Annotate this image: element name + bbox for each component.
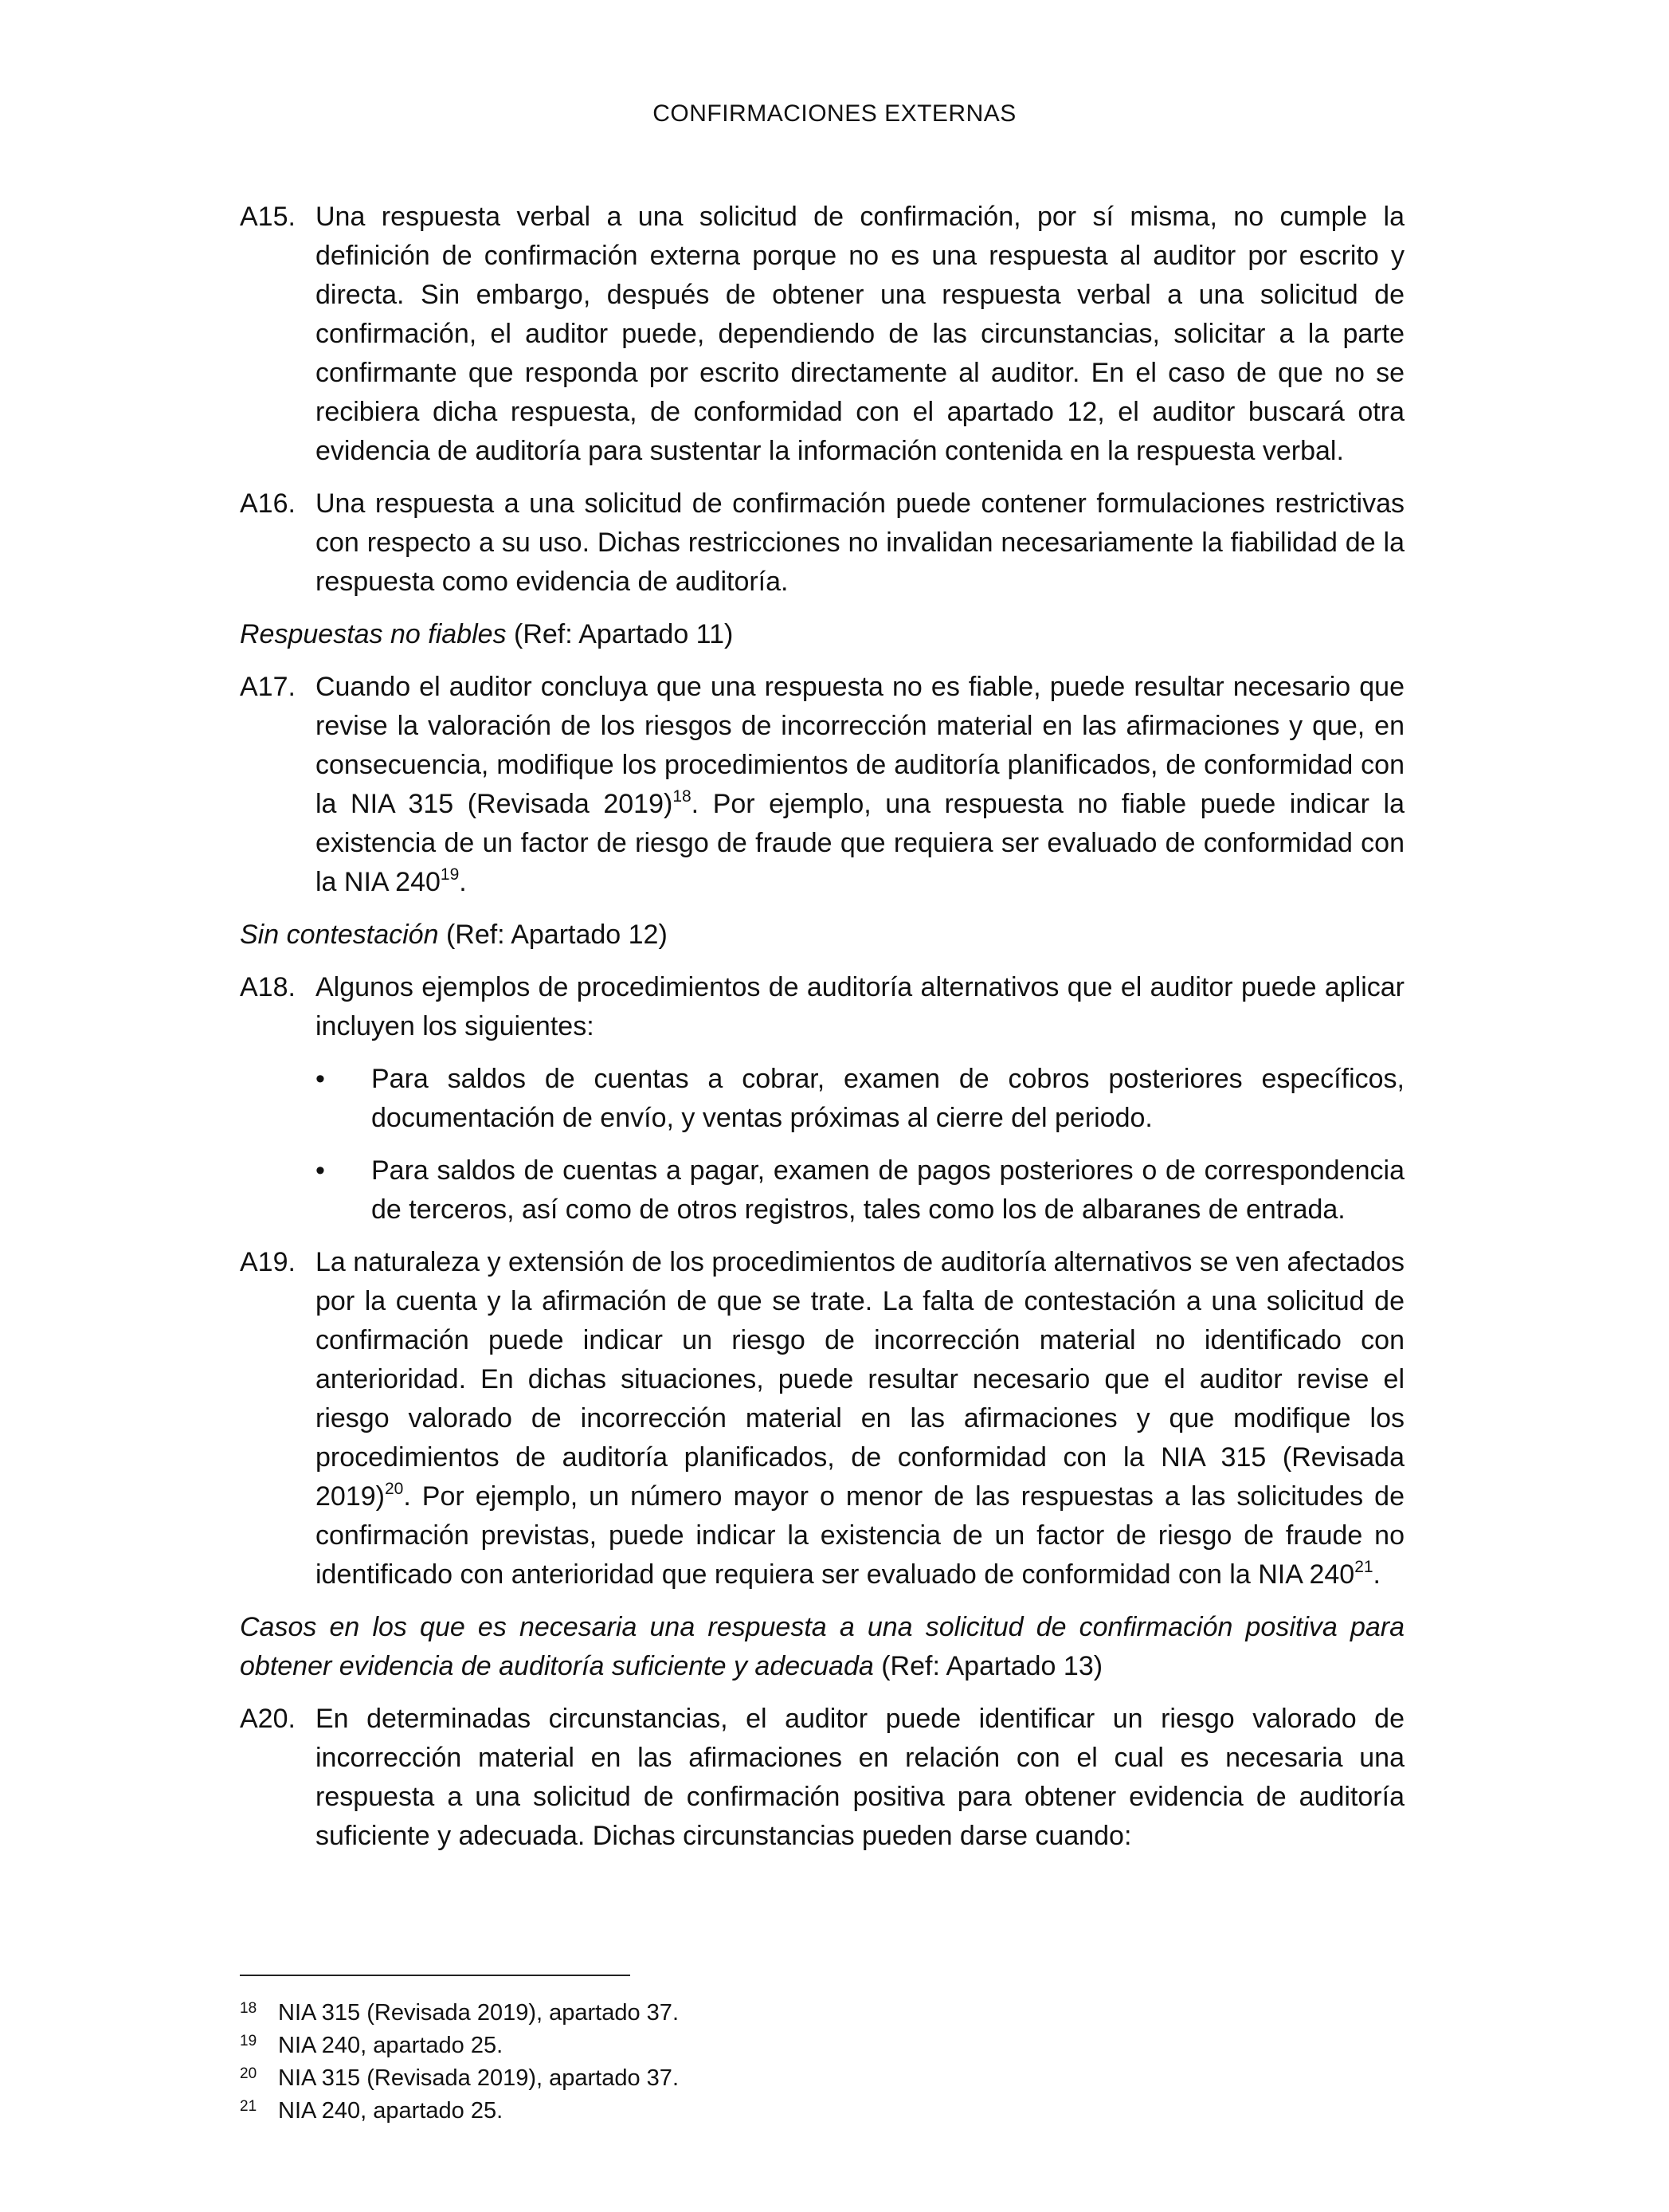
bullet-list <box>315 1060 1405 1230</box>
footnote-ref[interactable]: 18 <box>672 787 691 806</box>
footnote-ref[interactable]: 19 <box>440 865 460 884</box>
document-body <box>240 198 1405 1869</box>
bullet-icon: • <box>315 1155 325 1186</box>
heading-reference: (Ref: Apartado 12) <box>438 920 668 950</box>
text-segment: . Por ejemplo, un número mayor o menor de las respuestas a las solicitudes de confirmación previstas, puede indicar la existencia de un factor de riesgo de fraude no identificado con anterioridad que requiera ser evaluado de conformidad con la NIA 240 <box>315 1481 1405 1590</box>
footnote-text: NIA 240, apartado 25. <box>278 2033 503 2058</box>
heading-reference: (Ref: Apartado 11) <box>506 619 734 649</box>
paragraph-text: Algunos ejemplos de procedimientos de auditoría alternativos que el auditor puede aplicar incluyen los siguientes: <box>315 972 1405 1041</box>
paragraph-a19 <box>240 1243 1405 1594</box>
text-segment: . Por ejemplo, una respuesta no fiable puede indicar la existencia de un factor de riesgo de fraude que requiera ser evaluado de conformidad con la NIA 240 <box>315 789 1405 897</box>
heading-reference: (Ref: Apartado 13) <box>873 1651 1103 1681</box>
paragraph-number: A17. <box>240 672 296 702</box>
footnote-number: 19 <box>240 2033 257 2049</box>
paragraph-text: En determinadas circunstancias, el auditor puede identificar un riesgo valorado de incorrección material en las afirmaciones en relación con el cual es necesaria una respuesta a una solicitud de confirmación positiva para obtener evidencia de auditoría suficiente y adecuada. Dichas circunstancias pueden darse cuando: <box>315 1704 1405 1851</box>
footnote-number: 21 <box>240 2098 257 2115</box>
paragraph-text <box>315 1243 1405 1594</box>
footnote-ref[interactable]: 20 <box>384 1480 404 1498</box>
section-heading-casos <box>240 1608 1405 1686</box>
paragraph-a17 <box>240 668 1405 902</box>
paragraph-text <box>315 668 1405 902</box>
footnote-number: 18 <box>240 2000 257 2017</box>
text-segment: . <box>459 867 467 897</box>
paragraph-text: Una respuesta a una solicitud de confirmación puede contener formulaciones restrictivas con respecto a su uso. Dichas restricciones no invalidan necesariamente la fiabilidad de la respuesta como evidencia de auditoría. <box>315 488 1405 597</box>
footnote-item <box>240 2062 1355 2095</box>
footnote-text: NIA 315 (Revisada 2019), apartado 37. <box>278 2000 679 2026</box>
paragraph-a16 <box>240 484 1405 602</box>
text-segment: La naturaleza y extensión de los procedimientos de auditoría alternativos se ven afectados por la cuenta y la afirmación de que se trate. La falta de contestación a una solicitud de confirmación puede indicar un riesgo de incorrección material no identificado con anterioridad. En dichas situaciones, puede resultar necesario que el auditor revise el riesgo valorado de incorrección material en las afirmaciones y que modifique los procedimientos de auditoría planificados, de conformidad con la NIA 315 (Revisada 2019) <box>315 1247 1405 1512</box>
running-header: CONFIRMACIONES EXTERNAS <box>652 100 1017 127</box>
paragraph-a18 <box>240 968 1405 1046</box>
footnote-text: NIA 315 (Revisada 2019), apartado 37. <box>278 2065 679 2091</box>
text-segment: Cuando el auditor concluya que una respuesta no es fiable, puede resultar necesario que revise la valoración de los riesgos de incorrección material en las afirmaciones y que, en consecuencia, modifique los procedimientos de auditoría planificados, de conformidad con la NIA 315 (Revisada 2019) <box>315 672 1405 819</box>
footnotes <box>240 1997 1355 2128</box>
heading-title: Sin contestación <box>240 920 439 950</box>
paragraph-a20 <box>240 1700 1405 1856</box>
footnote-item <box>240 2030 1355 2062</box>
footnote-item <box>240 2095 1355 2128</box>
paragraph-number: A20. <box>240 1704 296 1734</box>
footnote-separator <box>240 1975 630 1976</box>
footnote-number: 20 <box>240 2065 257 2082</box>
footnote-text: NIA 240, apartado 25. <box>278 2098 503 2124</box>
footnote-ref[interactable]: 21 <box>1354 1558 1373 1576</box>
heading-title: Respuestas no fiables <box>240 619 507 649</box>
paragraph-number: A19. <box>240 1247 296 1277</box>
list-item <box>315 1060 1405 1138</box>
paragraph-number: A15. <box>240 202 296 232</box>
list-item-text: Para saldos de cuentas a cobrar, examen de cobros posteriores específicos, documentación de envío, y ventas próximas al cierre del periodo. <box>371 1064 1405 1133</box>
paragraph-number: A16. <box>240 488 296 519</box>
footnote-item <box>240 1997 1355 2030</box>
paragraph-a15 <box>240 198 1405 471</box>
paragraph-text: Una respuesta verbal a una solicitud de confirmación, por sí misma, no cumple la definición de confirmación externa porque no es una respuesta al auditor por escrito y directa. Sin embargo, después de obtener una respuesta verbal a una solicitud de confirmación, el auditor puede, dependiendo de las circunstancias, solicitar a la parte confirmante que responda por escrito directamente al auditor. En el caso de que no se recibiera dicha respuesta, de conformidad con el apartado 12, el auditor buscará otra evidencia de auditoría para sustentar la información contenida en la respuesta verbal. <box>315 202 1405 466</box>
section-heading-respuestas-no-fiables <box>240 615 1405 654</box>
section-heading-sin-contestacion <box>240 916 1405 955</box>
list-item <box>315 1151 1405 1230</box>
text-segment: . <box>1373 1559 1381 1590</box>
paragraph-number: A18. <box>240 972 296 1002</box>
list-item-text: Para saldos de cuentas a pagar, examen de pagos posteriores o de correspondencia de terceros, así como de otros registros, tales como los de albaranes de entrada. <box>371 1155 1405 1225</box>
bullet-icon: • <box>315 1064 325 1094</box>
heading-title: Casos en los que es necesaria una respuesta a una solicitud de confirmación positiva para obtener evidencia de auditoría suficiente y adecuada <box>240 1612 1405 1681</box>
